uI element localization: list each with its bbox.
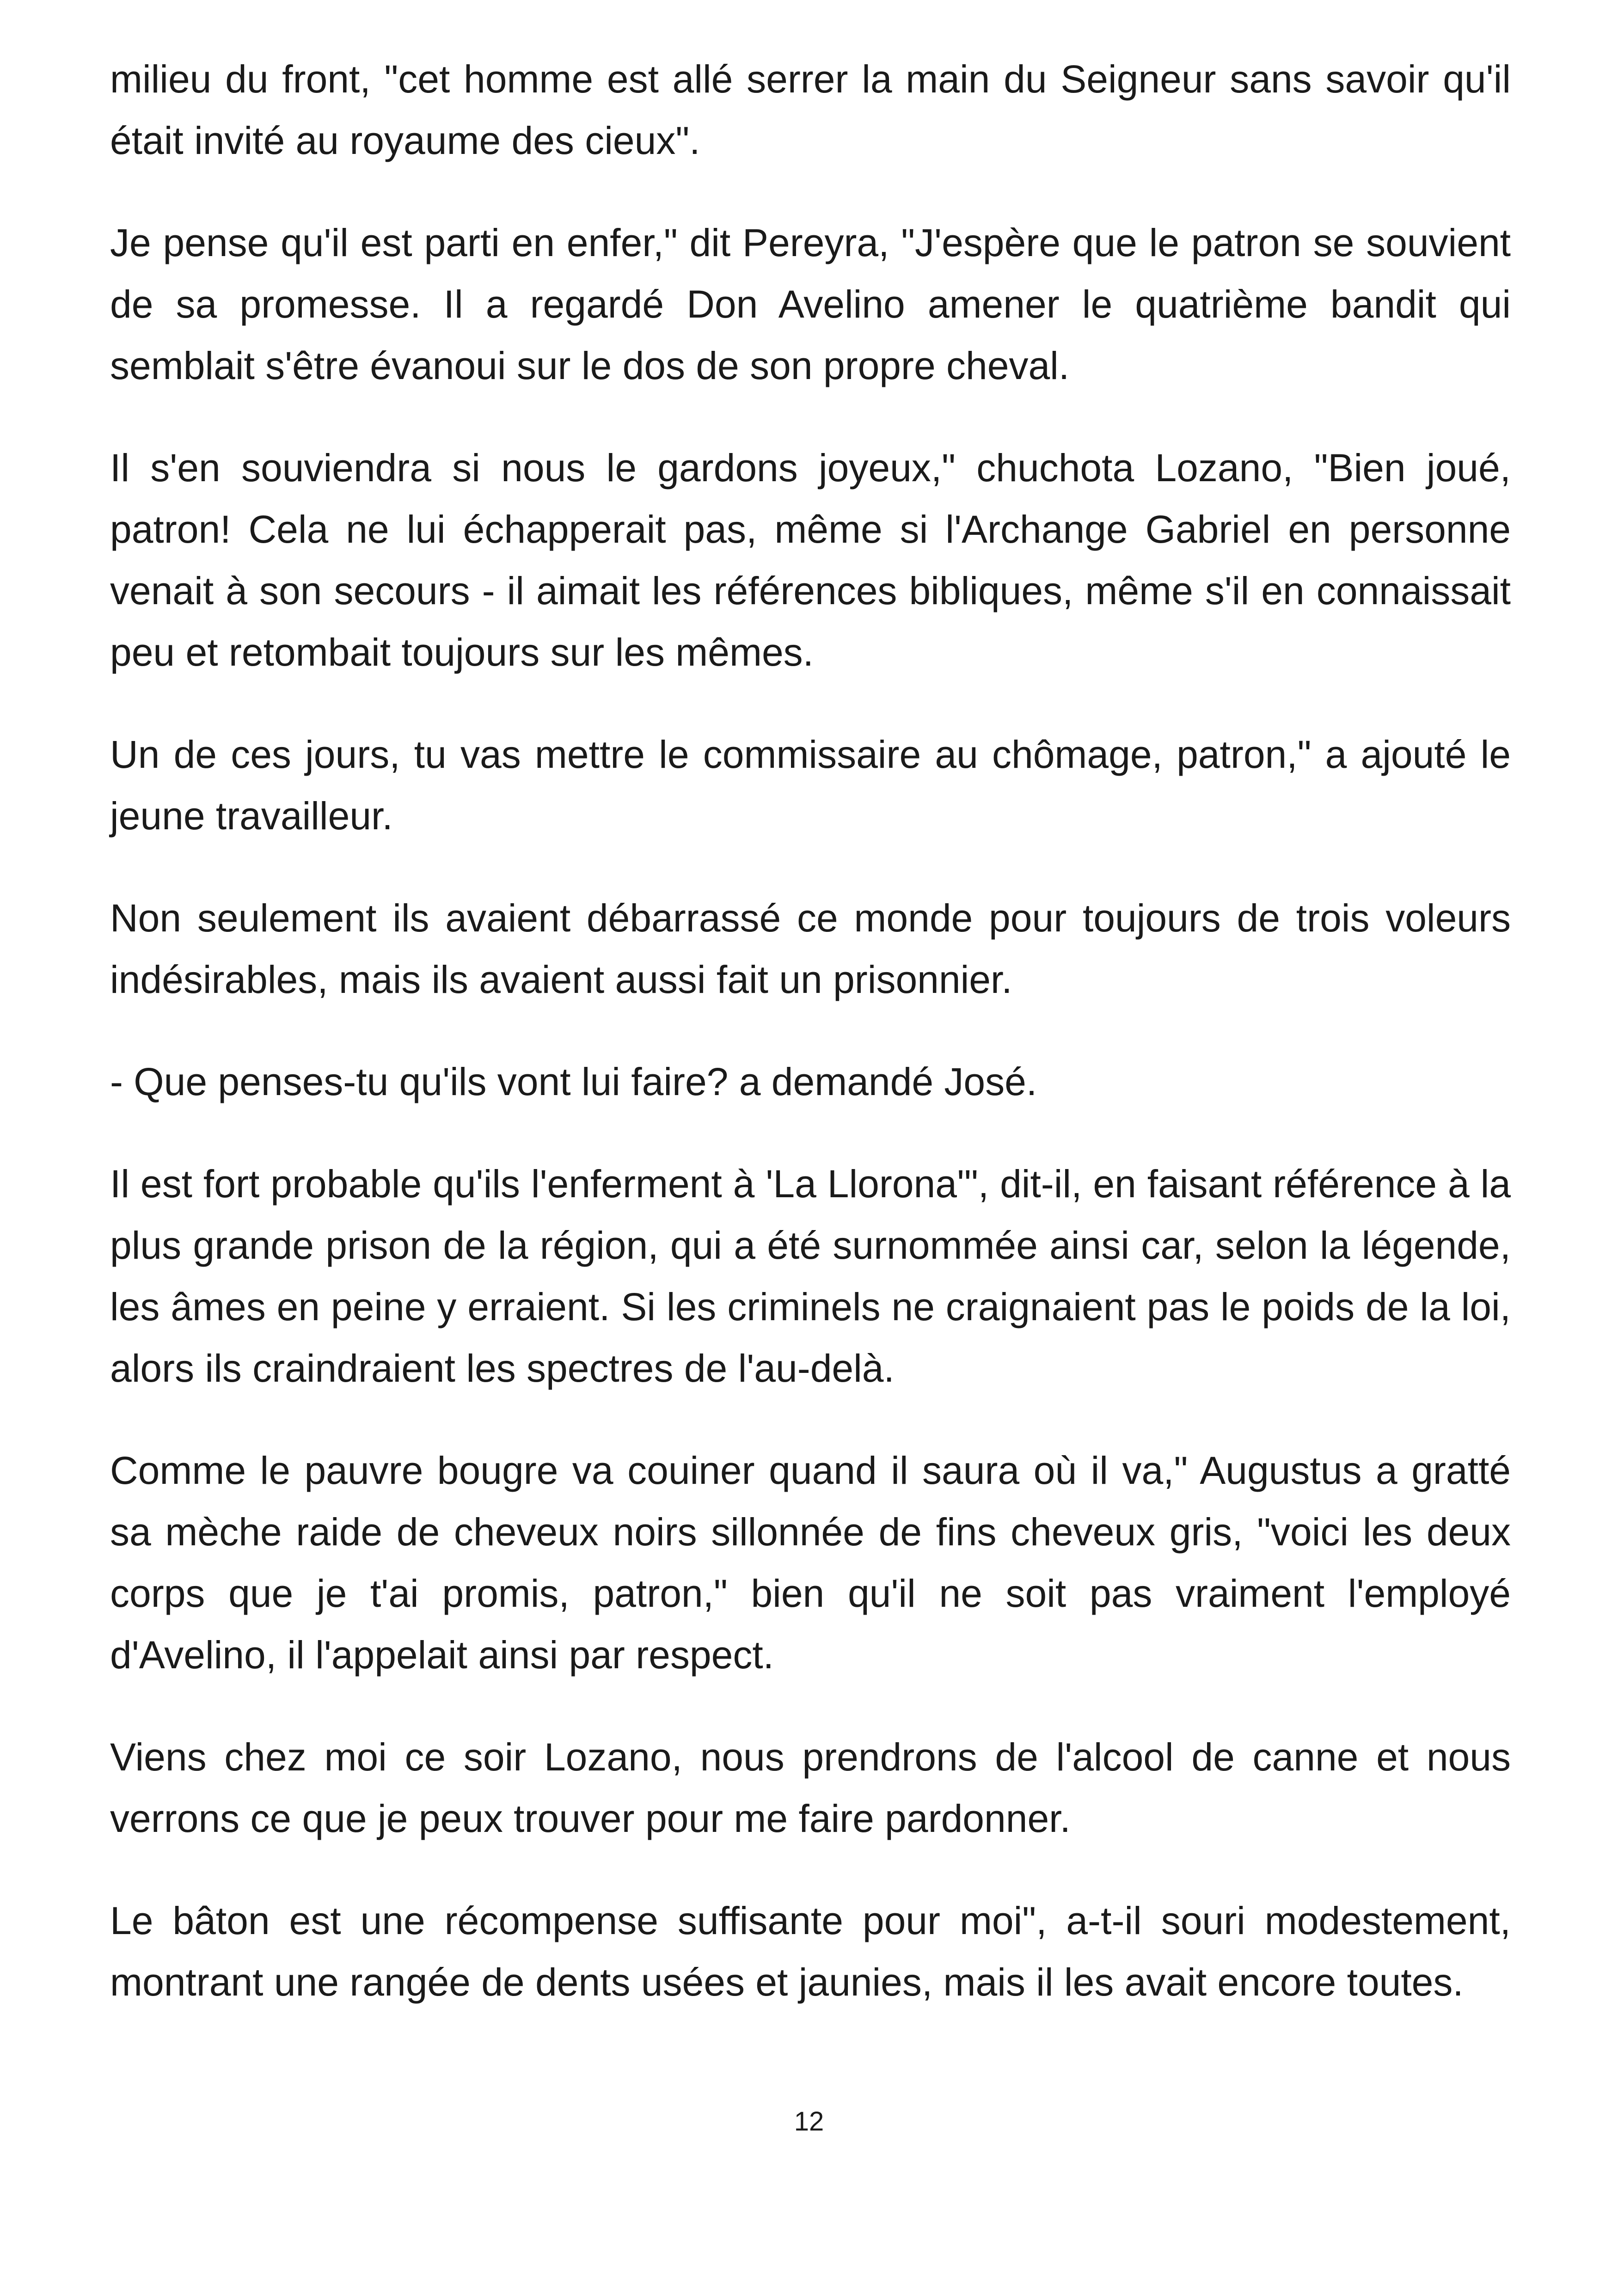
paragraph-10: Le bâton est une récompense suffisante pour moi", a-t-il souri modestement, montrant une rangée de dents usées et jaunies, mais il les avait encore toutes.	[110, 1899, 1511, 2004]
paragraph-6: - Que penses-tu qu'ils vont lui faire? a demandé José.	[110, 1060, 1037, 1103]
paragraph-2: Je pense qu'il est parti en enfer," dit Pereyra, "J'espère que le patron se souvient de sa promesse. Il a regardé Don Avelino amener le quatrième bandit qui semblait s'être évanoui sur le dos de son propre cheval.	[110, 221, 1511, 387]
paragraph-4: Un de ces jours, tu vas mettre le commissaire au chômage, patron," a ajouté le jeune travailleur.	[110, 733, 1511, 838]
page-number: 12	[794, 2106, 824, 2137]
paragraph-8: Comme le pauvre bougre va couiner quand il saura où il va," Augustus a gratté sa mèche raide de cheveux noirs sillonnée de fins cheveux gris, "voici les deux corps que je t'ai promis, patron," bien qu'il ne soit pas vraiment l'employé d'Avelino, il l'appelait ainsi par respect.	[110, 1449, 1511, 1677]
paragraph-9: Viens chez moi ce soir Lozano, nous prendrons de l'alcool de canne et nous verrons ce que je peux trouver pour me faire pardonner.	[110, 1735, 1511, 1840]
paragraph-1: milieu du front, "cet homme est allé serrer la main du Seigneur sans savoir qu'il était invité au royaume des cieux".	[110, 57, 1511, 162]
body-text	[110, 49, 1511, 2054]
paragraph-3: Il s'en souviendra si nous le gardons joyeux," chuchota Lozano, "Bien joué, patron! Cela ne lui échapperait pas, même si l'Archange Gabriel en personne venait à son secours - il aimait les références bibliques, même s'il en connaissait peu et retombait toujours sur les mêmes.	[110, 446, 1511, 674]
paragraph-7: Il est fort probable qu'ils l'enferment à 'La Llorona'", dit-il, en faisant référence à la plus grande prison de la région, qui a été surnommée ainsi car, selon la légende, les âmes en peine y erraient. Si les criminels ne craignaient pas le poids de la loi, alors ils craindraient les spectres de l'au-delà.	[110, 1162, 1511, 1390]
paragraph-5: Non seulement ils avaient débarrassé ce monde pour toujours de trois voleurs indésirables, mais ils avaient aussi fait un prisonnier.	[110, 896, 1511, 1001]
